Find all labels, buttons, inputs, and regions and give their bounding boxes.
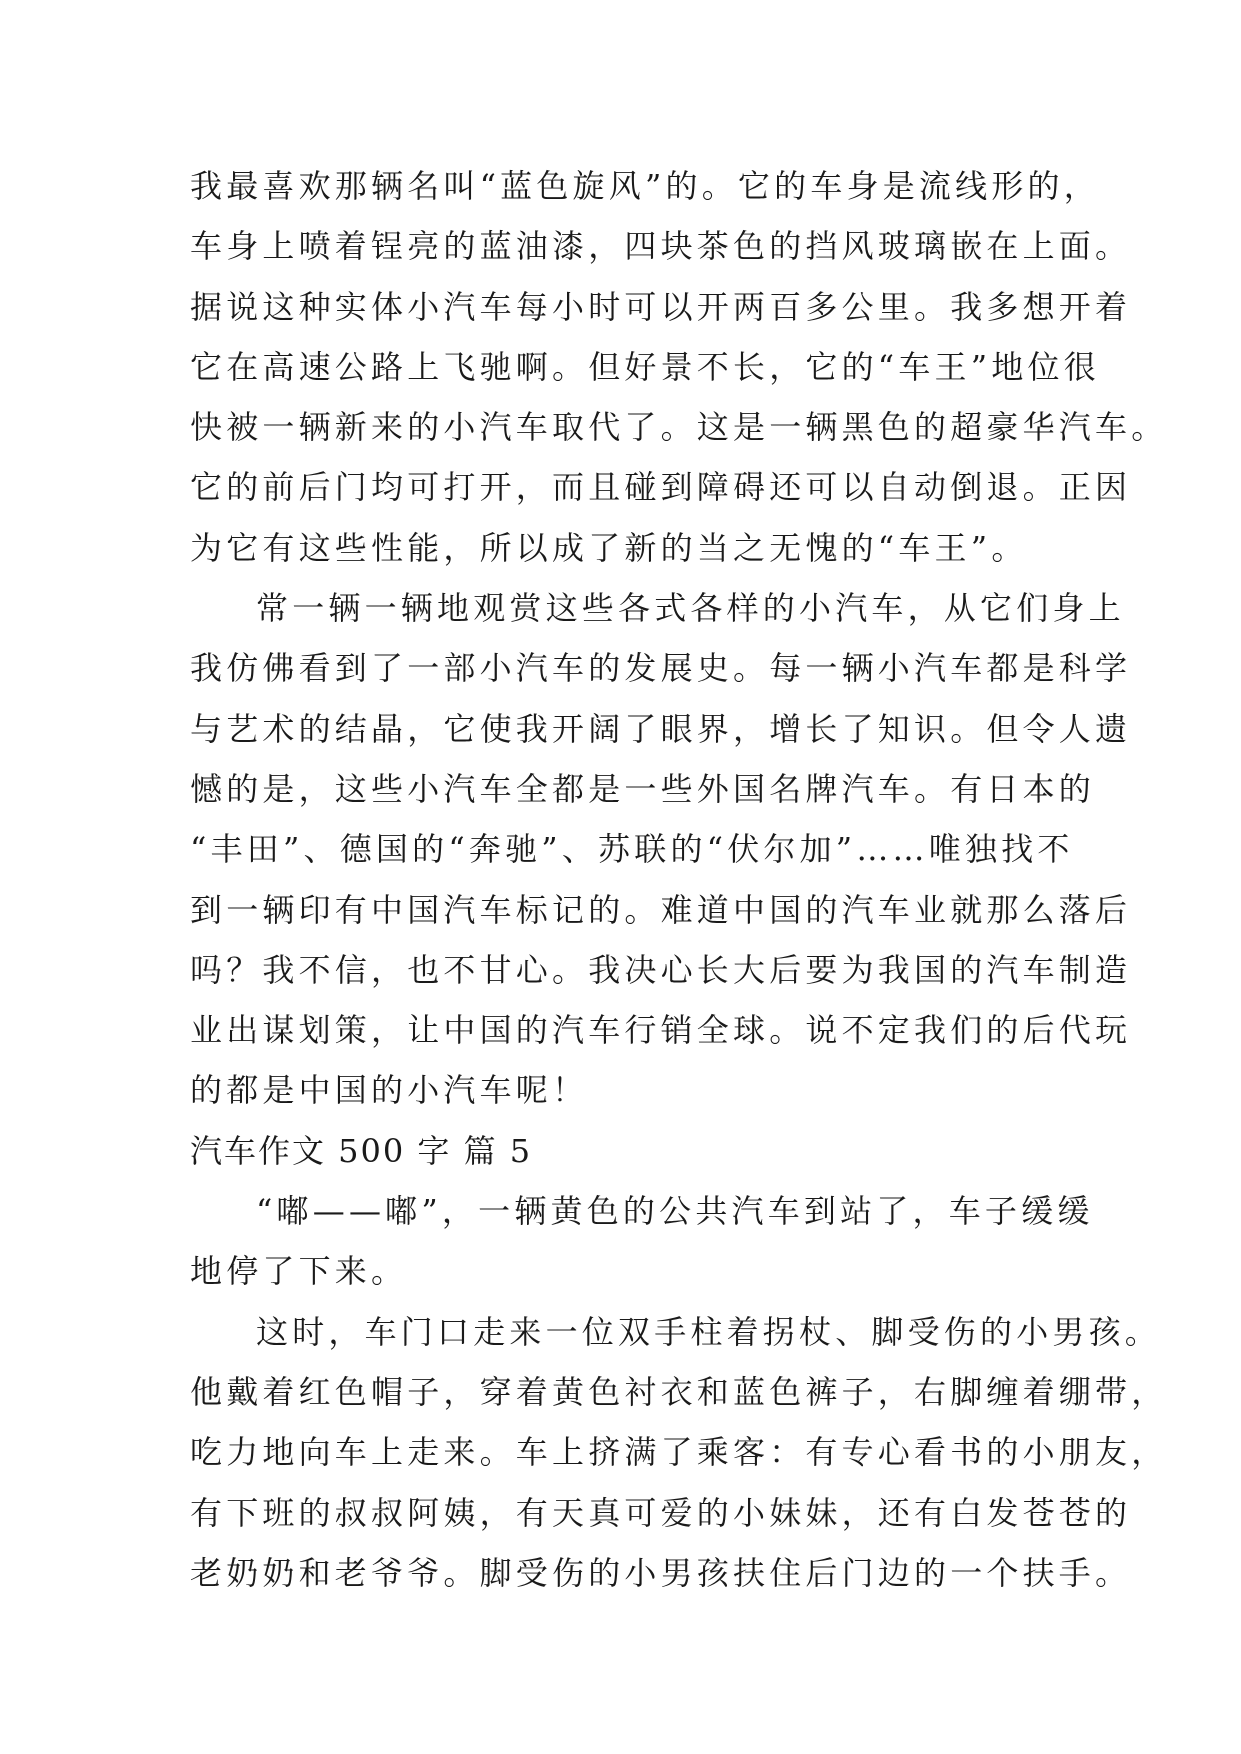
text-line: “丰田”、德国的“奔驰”、苏联的“伏尔加”……唯独找不 xyxy=(190,830,1074,869)
section-heading: 汽车作文 500 字 篇 5 xyxy=(190,1131,533,1170)
text-line: 这时，车门口走来一位双手柱着拐杖、脚受伤的小男孩。 xyxy=(256,1312,1162,1351)
text-line: 常一辆一辆地观赏这些各式各样的小汽车，从它们身上 xyxy=(256,589,1125,628)
text-line: 的都是中国的小汽车呢！ xyxy=(190,1071,589,1110)
text-line: 快被一辆新来的小汽车取代了。这是一辆黑色的超豪华汽车。 xyxy=(190,408,1168,447)
text-line: “嘟——嘟”，一辆黄色的公共汽车到站了，车子缓缓 xyxy=(256,1192,1094,1231)
document-body xyxy=(190,156,1168,1603)
text-line: 业出谋划策，让中国的汽车行销全球。说不定我们的后代玩 xyxy=(190,1011,1132,1050)
text-line: 我仿佛看到了一部小汽车的发展史。每一辆小汽车都是科学 xyxy=(190,649,1132,688)
text-line: 为它有这些性能，所以成了新的当之无愧的“车王”。 xyxy=(190,528,1028,567)
text-line: 与艺术的结晶，它使我开阔了眼界，增长了知识。但令人遗 xyxy=(190,709,1132,748)
text-line: 到一辆印有中国汽车标记的。难道中国的汽车业就那么落后 xyxy=(190,890,1132,929)
text-line: 车身上喷着锃亮的蓝油漆，四块茶色的挡风玻璃嵌在上面。 xyxy=(190,227,1132,266)
text-line: 据说这种实体小汽车每小时可以开两百多公里。我多想开着 xyxy=(190,287,1132,326)
text-line: 憾的是，这些小汽车全都是一些外国名牌汽车。有日本的 xyxy=(190,769,1096,808)
text-line: 它在高速公路上飞驰啊。但好景不长，它的“车王”地位很 xyxy=(190,347,1100,386)
text-line: 他戴着红色帽子，穿着黄色衬衣和蓝色裤子，右脚缠着绷带， xyxy=(190,1372,1168,1411)
text-line: 我最喜欢那辆名叫“蓝色旋风”的。它的车身是流线形的， xyxy=(190,167,1100,205)
text-line: 地停了下来。 xyxy=(190,1252,408,1291)
text-line: 它的前后门均可打开，而且碰到障碍还可以自动倒退。正因 xyxy=(190,468,1132,507)
text-line: 有下班的叔叔阿姨，有天真可爱的小妹妹，还有白发苍苍的 xyxy=(190,1493,1132,1532)
text-line: 吃力地向车上走来。车上挤满了乘客：有专心看书的小朋友， xyxy=(190,1433,1168,1472)
text-line: 吗？我不信，也不甘心。我决心长大后要为我国的汽车制造 xyxy=(190,950,1132,989)
text-line: 老奶奶和老爷爷。脚受伤的小男孩扶住后门边的一个扶手。 xyxy=(190,1553,1132,1592)
